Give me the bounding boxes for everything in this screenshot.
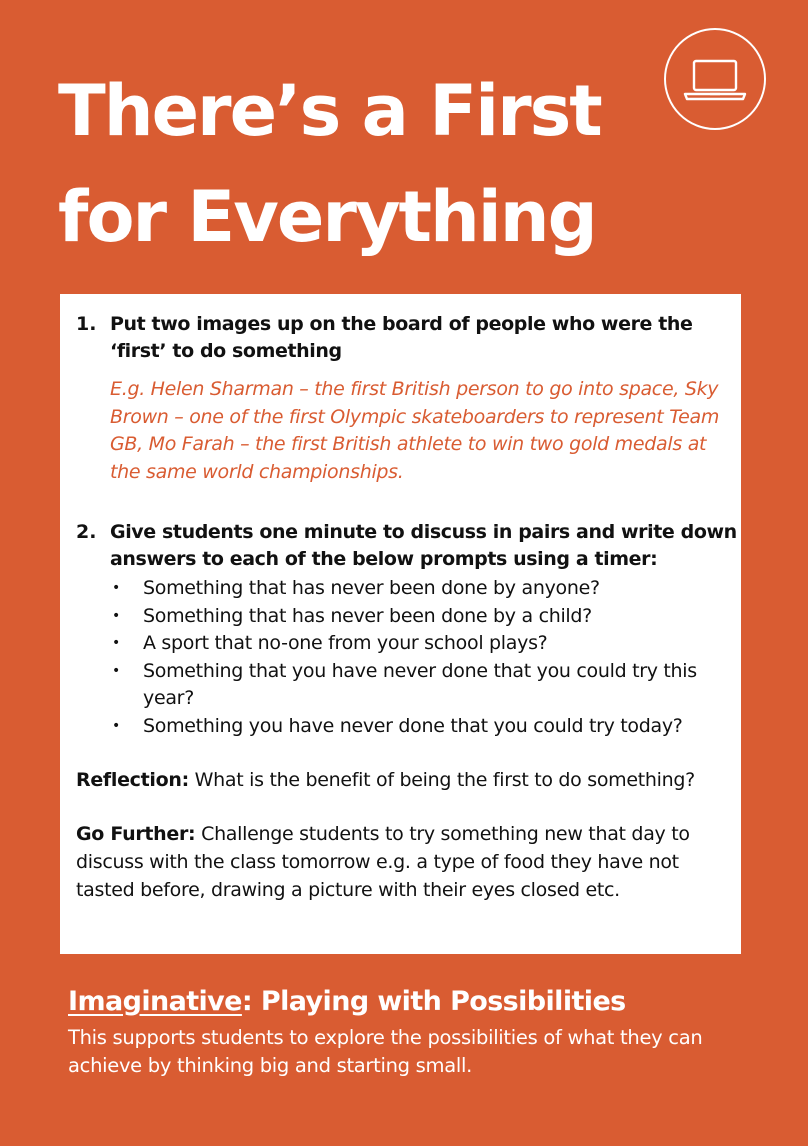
prompt-text: Something that has never been done by anyone? <box>143 577 600 599</box>
list-item <box>110 658 741 713</box>
step-1-number: 1. <box>76 313 97 335</box>
bullet-icon: • <box>112 580 120 596</box>
list-item <box>110 713 741 741</box>
footer-heading <box>68 984 626 1020</box>
laptop-icon-graphic <box>666 30 764 128</box>
step-2-number: 2. <box>76 521 97 543</box>
bullet-icon: • <box>112 635 120 651</box>
page-title-line-1: There’s a First <box>58 70 601 152</box>
go-further-text: Challenge students to try something new that day to discuss with the class tomorrow e.g. a type of food they have not tasted before, drawing a picture with their eyes closed etc. <box>76 823 690 901</box>
prompt-text: Something that you have never done that you could try this year? <box>143 659 697 709</box>
page-title <box>58 58 658 270</box>
bullet-icon: • <box>112 717 120 734</box>
laptop-icon <box>664 28 766 130</box>
step-1 <box>76 311 741 486</box>
go-further-label: Go Further: <box>76 823 196 845</box>
footer-heading-rest: : Playing with Possibilities <box>241 986 626 1017</box>
reflection-label: Reflection: <box>76 769 189 791</box>
list-item <box>110 575 741 603</box>
reflection-text: What is the benefit of being the first to do something? <box>188 769 695 791</box>
instructions-card <box>60 294 741 954</box>
page-title-line-2: for Everything <box>58 176 596 258</box>
prompt-text: Something that has never been done by a child? <box>143 604 592 627</box>
step-2 <box>76 519 741 740</box>
footer-heading-underlined: Imaginative <box>68 986 242 1017</box>
prompt-list <box>110 575 741 740</box>
footer-text: This supports students to explore the possibilities of what they can achieve by thinking big and starting small. <box>68 1026 703 1077</box>
list-item <box>110 603 741 631</box>
step-2-instruction: Give students one minute to discuss in pairs and write down answers to each of the below prompts using a timer: <box>110 521 737 570</box>
bullet-icon: • <box>112 607 120 624</box>
go-further-paragraph <box>76 820 726 904</box>
step-1-example: E.g. Helen Sharman – the first British person to go into space, Sky Brown – one of the first Olympic skateboarders to represent Team GB, Mo Farah – the first British athlete to win two gold medals at the same world championships. <box>110 378 720 483</box>
prompt-text: A sport that no-one from your school plays? <box>143 632 548 654</box>
bullet-icon: • <box>112 662 120 679</box>
prompt-text: Something you have never done that you could try today? <box>143 714 683 737</box>
reflection-paragraph <box>76 766 726 794</box>
step-1-instruction: Put two images up on the board of people who were the ‘first’ to do something <box>110 313 693 362</box>
list-item <box>110 630 741 658</box>
